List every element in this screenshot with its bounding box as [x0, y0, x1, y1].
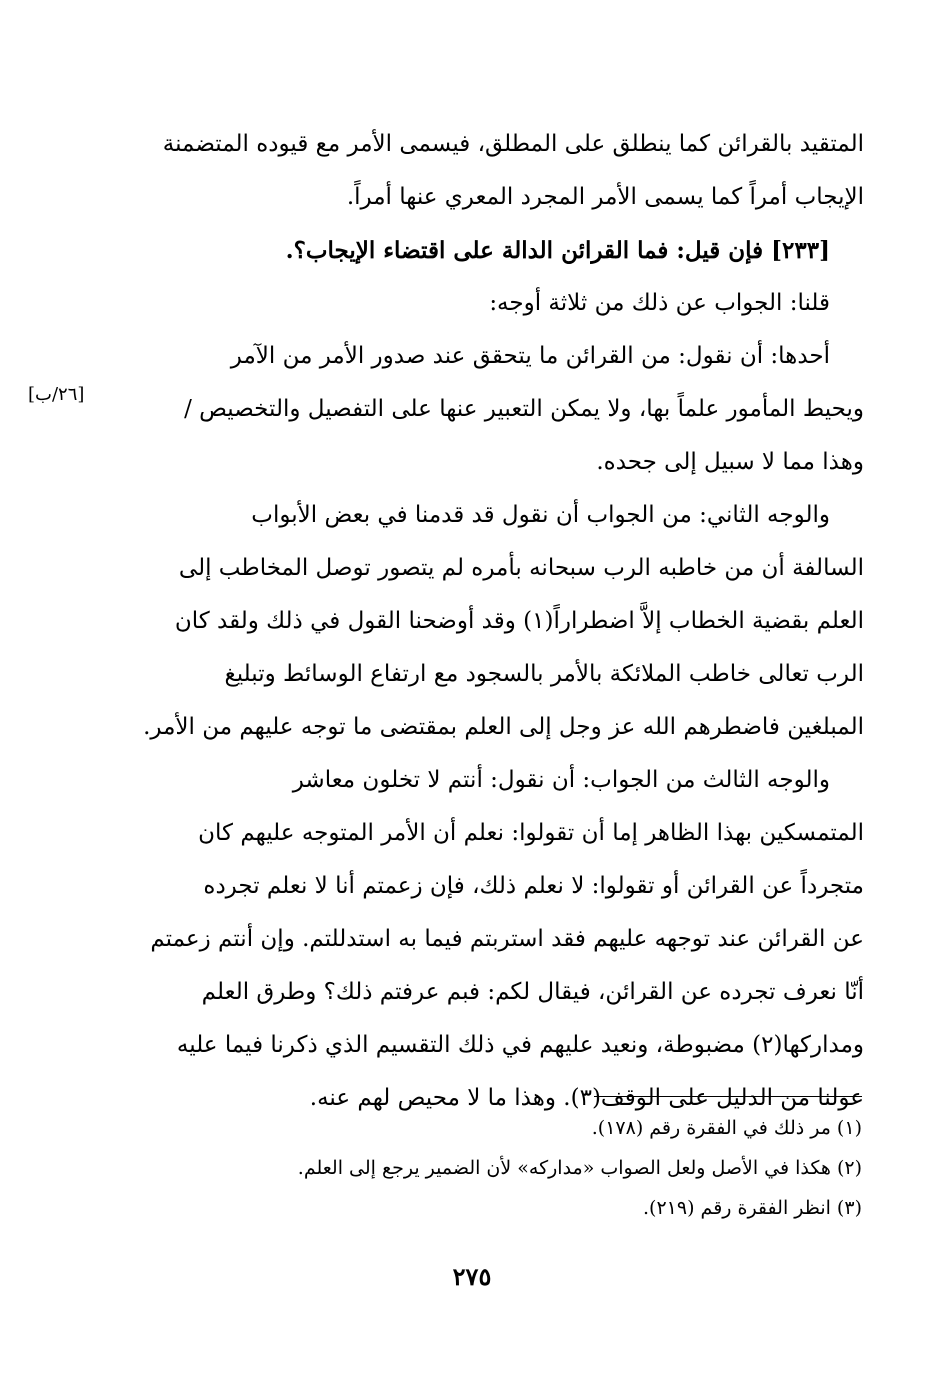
footnote-item: (٣) انظر الفقرة رقم (٢١٩). — [643, 1197, 862, 1219]
text-line: المتقيد بالقرائن كما ينطلق على المطلق، فيسمى الأمر مع قيوده المتضمنة — [162, 131, 864, 157]
text-line: والوجه الثالث من الجواب: أن نقول: أنتم لا تخلون معاشر — [292, 767, 830, 793]
text-line: عولنا من الدليل على الوقف(٣). وهذا ما لا محيص لهم عنه. — [309, 1085, 864, 1111]
question-line: [٢٣٣] فإن قيل: فما القرائن الدالة على اقتضاء الإيجاب؟. — [285, 237, 830, 264]
text-line: ومداركها(٢) مضبوطة، ونعيد عليهم في ذلك التقسيم الذي ذكرنا فيما عليه — [176, 1032, 864, 1058]
footnotes — [162, 1108, 862, 1228]
text-line: العلم بقضية الخطاب إلاَّ اضطراراً(١) وقد أوضحنا القول في ذلك ولقد كان — [174, 608, 864, 634]
footnote-item: (١) مر ذلك في الفقرة رقم (١٧٨). — [591, 1117, 862, 1139]
text-line: والوجه الثاني: من الجواب أن نقول قد قدمنا في بعض الأبواب — [251, 502, 830, 528]
text-line: متجرداً عن القرائن أو تقولوا: لا نعلم ذلك، فإن زعمتم أنا لا نعلم تجرده — [203, 873, 864, 899]
footnote-item: (٢) هكذا في الأصل ولعل الصواب «مداركه» لأن الضمير يرجع إلى العلم. — [297, 1157, 862, 1179]
text-line: عن القرائن عند توجهه عليهم فقد استربتم فيما به استدللتم. وإن أنتم زعمتم — [150, 926, 864, 952]
text-line: الرب تعالى خاطب الملائكة بالأمر بالسجود مع ارتفاع الوسائط وتبليغ — [224, 661, 864, 687]
text-line: ويحيط المأمور علماً بها، ولا يمكن التعبير عنها على التفصيل والتخصيص / — [184, 396, 864, 422]
answer-intro-line: قلنا: الجواب عن ذلك من ثلاثة أوجه: — [489, 290, 830, 316]
text-line: وهذا مما لا سبيل إلى جحده. — [596, 449, 864, 475]
text-line: الإيجاب أمراً كما يسمى الأمر المجرد المعري عنها أمراً. — [346, 184, 864, 210]
margin-folio-note: [٢٦/ب] — [28, 384, 85, 405]
page-number: ٢٧٥ — [452, 1262, 492, 1291]
text-line: المبلغين فاضطرهم الله عز وجل إلى العلم بمقتضى ما توجه عليهم من الأمر. — [143, 714, 864, 740]
text-line: أحدها: أن نقول: من القرائن ما يتحقق عند صدور الأمر من الآمر — [230, 343, 830, 369]
footnote-divider — [594, 1096, 862, 1097]
main-text — [100, 118, 864, 1125]
text-line: السالفة أن من خاطبه الرب سبحانه بأمره لم يتصور توصل المخاطب إلى — [178, 555, 864, 581]
text-line: أنّا نعرف تجرده عن القرائن، فيقال لكم: فبم عرفتم ذلك؟ وطرق العلم — [201, 979, 864, 1005]
text-line: المتمسكين بهذا الظاهر إما أن تقولوا: نعلم أن الأمر المتوجه عليهم كان — [198, 820, 864, 846]
